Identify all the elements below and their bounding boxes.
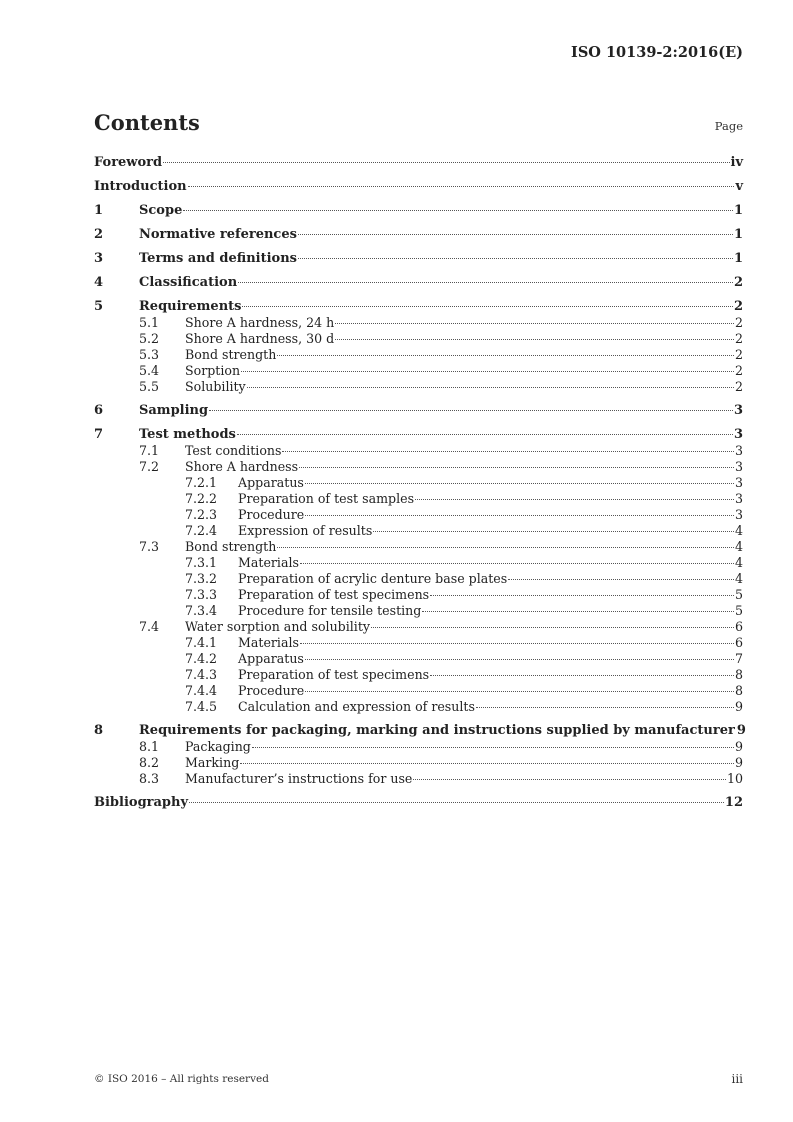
toc-entry[interactable] [94,507,743,523]
toc-entry[interactable] [94,539,743,555]
toc-entry-number: 7.2.3 [185,507,218,522]
toc-entry-title: Procedure [238,507,305,522]
toc-entry-title: Test methods [139,427,236,442]
toc-entry[interactable] [94,331,743,347]
toc-entry-page: 2 [733,275,743,290]
toc-entry[interactable] [94,699,743,715]
toc-entry-number: 7.4.1 [185,635,218,650]
document-id: ISO 10139-2:2016(E) [571,44,743,61]
toc-dot-leader [189,802,724,803]
toc-entry[interactable] [94,154,743,171]
toc-entry-number: 7.3.3 [185,587,218,602]
toc-entry-page: 3 [734,459,743,474]
toc-entry-page: 3 [733,403,743,418]
toc-entry-number: 7.2.4 [185,523,218,538]
toc-entry-page: 4 [734,571,743,586]
toc-entry-page: 9 [736,723,746,738]
toc-entry-number: 1 [94,203,104,218]
toc-entry-title: Shore A hardness, 30 d [185,331,335,346]
toc-entry-page: 2 [734,347,743,362]
toc-entry-number: 5.4 [139,363,160,378]
toc-entry-number: 2 [94,227,104,242]
toc-entry-page: v [735,179,743,194]
toc-entry-number: 4 [94,275,104,290]
toc-entry[interactable] [94,651,743,667]
toc-dot-leader [305,691,734,692]
toc-entry-page: 3 [734,507,743,522]
toc-entry-number: 3 [94,251,104,266]
toc-entry-title: Water sorption and solubility [185,619,370,634]
toc-entry-number: 7.3 [139,539,160,554]
toc-entry-page: 1 [733,227,743,242]
toc-dot-leader [282,451,734,452]
toc-dot-leader [298,258,733,259]
toc-entry-title: Sampling [139,403,209,418]
toc-entry[interactable] [94,443,743,459]
toc-entry-title: Test conditions [185,443,282,458]
toc-dot-leader [277,547,734,548]
toc-entry[interactable] [94,739,743,755]
toc-entry-number: 7.4.3 [185,667,218,682]
toc-entry-page: 2 [733,299,743,314]
toc-entry-title: Procedure for tensile testing [238,603,422,618]
toc-entry[interactable] [94,459,743,475]
footer-copyright: © ISO 2016 – All rights reserved [94,1073,269,1085]
toc-entry-page: 2 [734,379,743,394]
toc-entry-page: 12 [724,795,743,810]
toc-entry-title: Materials [238,635,299,650]
table-of-contents [94,154,746,811]
toc-entry[interactable] [94,523,743,539]
toc-dot-leader [413,779,726,780]
toc-entry[interactable] [94,587,743,603]
toc-entry-title: Scope [139,203,183,218]
toc-entry[interactable] [94,379,743,395]
toc-dot-leader [163,162,729,163]
toc-dot-leader [183,210,733,211]
toc-entry[interactable] [94,250,743,267]
toc-entry-page: 3 [734,475,743,490]
toc-entry[interactable] [94,363,743,379]
toc-dot-leader [430,595,734,596]
toc-dot-leader [209,410,733,411]
toc-entry-title: Shore A hardness [185,459,299,474]
toc-entry-number: 6 [94,403,104,418]
toc-entry-number: 7.4.2 [185,651,218,666]
toc-entry-page: 2 [734,331,743,346]
toc-entry-page: 5 [734,587,743,602]
toc-entry-title: Normative references [139,227,297,242]
toc-entry-page: 9 [734,699,743,714]
toc-entry-number: 7.4.5 [185,699,218,714]
toc-entry-number: 8 [94,723,104,738]
toc-entry-title: Expression of results [238,523,373,538]
toc-entry-number: 8.2 [139,755,160,770]
toc-entry-page: 4 [734,555,743,570]
toc-entry-page: 6 [734,635,743,650]
toc-entry-title: Preparation of acrylic denture base plates [238,571,508,586]
toc-entry[interactable] [94,755,743,771]
toc-entry[interactable] [94,274,743,291]
toc-dot-leader [247,387,734,388]
toc-entry[interactable] [94,603,743,619]
toc-entry-number: 8.3 [139,771,160,786]
toc-entry[interactable] [94,402,743,419]
toc-entry-page: 4 [734,539,743,554]
toc-dot-leader [300,563,734,564]
toc-entry-page: 8 [734,667,743,682]
toc-entry-number: 7.4.4 [185,683,218,698]
toc-dot-leader [476,707,734,708]
toc-entry-title: Bond strength [185,347,277,362]
toc-entry-number: 7.2.1 [185,475,218,490]
toc-entry-page: 7 [734,651,743,666]
toc-entry[interactable] [94,178,743,195]
toc-dot-leader [240,763,734,764]
toc-entry[interactable] [94,683,743,699]
toc-dot-leader [508,579,734,580]
toc-dot-leader [371,627,734,628]
toc-entry[interactable] [94,794,743,811]
toc-entry-title: Procedure [238,683,305,698]
toc-entry-title: Solubility [185,379,246,394]
toc-entry[interactable] [94,475,743,491]
toc-entry-number: 7 [94,427,104,442]
toc-entry-title: Bond strength [185,539,277,554]
toc-dot-leader [335,339,734,340]
toc-entry-page: 9 [734,755,743,770]
toc-entry-title: Requirements for packaging, marking and instructions supplied by manufacturer [139,723,735,738]
toc-dot-leader [241,371,734,372]
toc-entry[interactable] [94,347,743,363]
toc-entry[interactable] [94,491,743,507]
toc-dot-leader [300,643,734,644]
toc-entry[interactable] [94,315,743,331]
toc-entry-number: 5 [94,299,104,314]
toc-entry-title: Manufacturer’s instructions for use [185,771,413,786]
toc-entry-title: Bibliography [94,795,189,810]
toc-entry-page: 3 [733,427,743,442]
toc-entry-number: 7.1 [139,443,160,458]
toc-entry-page: 3 [734,443,743,458]
toc-entry[interactable] [94,226,743,243]
toc-entry-title: Requirements [139,299,242,314]
toc-entry-title: Preparation of test specimens [238,587,430,602]
toc-entry-page: 3 [734,491,743,506]
toc-entry-number: 7.2.2 [185,491,218,506]
toc-entry-title: Calculation and expression of results [238,699,475,714]
toc-dot-leader [238,282,733,283]
toc-entry[interactable] [94,635,743,651]
toc-dot-leader [305,515,734,516]
toc-dot-leader [422,611,734,612]
toc-entry-number: 5.2 [139,331,160,346]
toc-dot-leader [252,747,734,748]
toc-entry-page: 2 [734,363,743,378]
toc-entry[interactable] [94,426,743,443]
toc-entry-title: Shore A hardness, 24 h [185,315,335,330]
toc-dot-leader [430,675,734,676]
toc-entry-title: Foreword [94,155,163,170]
toc-entry-title: Sorption [185,363,241,378]
toc-entry[interactable] [94,298,743,315]
page-column-label: Page [714,119,743,133]
toc-entry-title: Preparation of test samples [238,491,415,506]
toc-entry-number: 5.3 [139,347,160,362]
toc-dot-leader [299,467,734,468]
toc-entry-number: 7.3.1 [185,555,218,570]
toc-entry[interactable] [94,619,743,635]
toc-dot-leader [237,434,733,435]
toc-dot-leader [415,499,734,500]
toc-entry-title: Materials [238,555,299,570]
toc-dot-leader [298,234,733,235]
toc-entry[interactable] [94,771,743,787]
toc-entry-page: 10 [726,771,743,786]
toc-entry[interactable] [94,555,743,571]
toc-entry[interactable] [94,202,743,219]
toc-entry-page: 1 [733,251,743,266]
toc-entry-number: 5.1 [139,315,160,330]
toc-entry[interactable] [94,571,743,587]
toc-entry-page: 4 [734,523,743,538]
toc-dot-leader [277,355,734,356]
toc-entry[interactable] [94,667,743,683]
toc-entry-page: 1 [733,203,743,218]
toc-entry-page: 5 [734,603,743,618]
toc-entry-title: Marking [185,755,240,770]
toc-entry-number: 7.4 [139,619,160,634]
toc-entry-page: 8 [734,683,743,698]
toc-entry-title: Introduction [94,179,187,194]
toc-entry-number: 7.3.4 [185,603,218,618]
toc-entry-title: Apparatus [238,651,304,666]
toc-entry[interactable] [94,722,746,739]
toc-entry-title: Preparation of test specimens [238,667,430,682]
toc-entry-page: 6 [734,619,743,634]
toc-entry-number: 8.1 [139,739,160,754]
toc-entry-title: Packaging [185,739,251,754]
toc-dot-leader [188,186,735,187]
toc-entry-number: 5.5 [139,379,160,394]
toc-entry-title: Terms and definitions [139,251,297,266]
toc-dot-leader [305,659,734,660]
toc-entry-number: 7.3.2 [185,571,218,586]
toc-entry-number: 7.2 [139,459,160,474]
toc-dot-leader [335,323,734,324]
footer-page-number: iii [731,1072,743,1086]
toc-entry-page: iv [730,155,743,170]
toc-dot-leader [305,483,734,484]
toc-entry-page: 2 [734,315,743,330]
toc-entry-title: Classification [139,275,238,290]
contents-heading: Contents [94,110,200,135]
toc-dot-leader [373,531,734,532]
toc-dot-leader [242,306,732,307]
toc-entry-page: 9 [734,739,743,754]
toc-entry-title: Apparatus [238,475,304,490]
